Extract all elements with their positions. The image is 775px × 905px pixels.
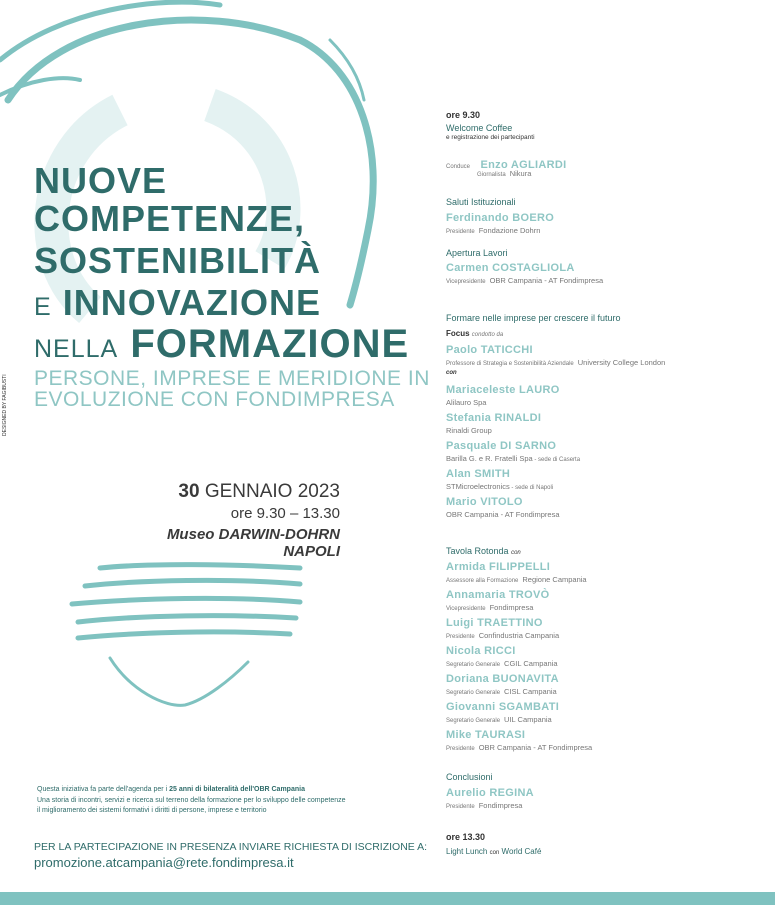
round-table-role xyxy=(446,743,592,752)
apertura-role xyxy=(446,276,603,285)
panel-name: Pasquale DI SARNO xyxy=(446,440,557,452)
saluti-name: Ferdinando BOERO xyxy=(446,212,555,224)
round-table-role-label: Vicepresidente xyxy=(446,606,486,612)
tavola-label: Tavola Rotonda xyxy=(446,546,509,556)
title-line-5-prefix: NELLA xyxy=(34,335,119,363)
subtitle-line-2: EVOLUZIONE CON FONDIMPRESA xyxy=(34,388,395,411)
footer-note-3: il miglioramento dei sistemi formativi i diritti di persone, imprese e territorio xyxy=(37,807,267,814)
footer-note-1-text: Questa iniziativa fa parte dell'agenda per i xyxy=(37,786,170,793)
event-date xyxy=(178,481,340,503)
round-table-name: Luigi TRAETTINO xyxy=(446,617,543,629)
lunch-cafe: World Café xyxy=(501,847,542,856)
formare-heading: Formare nelle imprese per crescere il futuro xyxy=(446,313,621,323)
host-role xyxy=(477,169,531,178)
panel-name: Mario VITOLO xyxy=(446,496,523,508)
title-line-4-prefix: E xyxy=(34,293,52,321)
round-table-org: Confindustria Campania xyxy=(478,631,560,640)
panel-org-extra: - sede di Caserta xyxy=(532,457,581,463)
apertura-heading: Apertura Lavori xyxy=(446,248,508,258)
title-line-5 xyxy=(34,322,409,367)
apertura-role-label: Vicepresidente xyxy=(446,279,486,285)
panel-org xyxy=(446,454,580,463)
conduce-label: Conduce xyxy=(446,164,471,170)
panel-org-text: Rinaldi Group xyxy=(446,426,492,435)
focus-org: University College London xyxy=(577,358,666,367)
round-table-role xyxy=(446,575,587,584)
venue-name: Museo DARWIN-DOHRN xyxy=(166,526,340,543)
round-table-role-label: Presidente xyxy=(446,746,475,752)
lunch-label: Light Lunch xyxy=(446,847,488,856)
round-table-role-label: Presidente xyxy=(446,634,475,640)
host-org: Nikura xyxy=(509,169,532,178)
start-time xyxy=(446,110,480,120)
lunch-line xyxy=(446,847,541,856)
panel-org-text: OBR Campania - AT Fondimpresa xyxy=(446,510,560,519)
panel-org xyxy=(446,510,560,519)
registration-email-link[interactable]: promozione.atcampania@rete.fondimpresa.it xyxy=(34,855,294,870)
title-line-4-main: INNOVAZIONE xyxy=(62,282,322,323)
round-table-role xyxy=(446,631,559,640)
title-line-1: NUOVE xyxy=(34,160,168,201)
round-table-name: Annamaria TROVÒ xyxy=(446,589,550,601)
conclusioni-org: Fondimpresa xyxy=(478,801,523,810)
focus-role xyxy=(446,358,665,367)
focus-name: Paolo TATICCHI xyxy=(446,344,533,356)
panel-name: Alan SMITH xyxy=(446,468,511,480)
round-table-name: Mike TAURASI xyxy=(446,729,526,741)
conclusioni-heading: Conclusioni xyxy=(446,772,493,782)
round-table-role xyxy=(446,659,558,668)
apertura-name: Carmen COSTAGLIOLA xyxy=(446,262,575,274)
conclusioni-role xyxy=(446,801,522,810)
apertura-org: OBR Campania - AT Fondimpresa xyxy=(489,276,604,285)
panel-org-text: STMicroelectronics xyxy=(446,482,510,491)
saluti-heading: Saluti Istituzionali xyxy=(446,197,516,207)
end-time-text: ore 13.30 xyxy=(446,832,486,842)
host-name: Enzo AGLIARDI xyxy=(480,159,567,171)
title-line-5-main: FORMAZIONE xyxy=(130,322,410,366)
focus-label: Focus xyxy=(446,329,470,338)
round-table-name: Nicola RICCI xyxy=(446,645,516,657)
footer-note-1 xyxy=(37,786,305,793)
venue-city: NAPOLI xyxy=(283,543,340,560)
panel-name: Stefania RINALDI xyxy=(446,412,542,424)
con-label: con xyxy=(446,370,457,376)
tavola-heading xyxy=(446,546,521,556)
registration-cta: PER LA PARTECIPAZIONE IN PRESENZA INVIARE RICHIESTA DI ISCRIZIONE A: xyxy=(34,841,428,853)
round-table-name: Armida FILIPPELLI xyxy=(446,561,551,573)
saluti-org: Fondazione Dohrn xyxy=(478,226,541,235)
round-table-org: CGIL Campania xyxy=(504,659,558,668)
host-role-label: Giornalista xyxy=(477,172,506,178)
footer-note-2: Una storia di incontri, servizi e ricerca sul terreno della formazione per lo sviluppo delle competenze xyxy=(37,797,346,804)
round-table-name: Doriana BUONAVITA xyxy=(446,673,559,685)
panel-org-text: Barilla G. e R. Fratelli Spa xyxy=(446,454,533,463)
event-day: 30 xyxy=(178,481,200,502)
round-table-org: Fondimpresa xyxy=(489,603,534,612)
event-month: GENNAIO xyxy=(204,481,293,502)
subtitle-line-1: PERSONE, IMPRESE E MERIDIONE IN xyxy=(34,367,430,390)
end-time xyxy=(446,832,485,842)
panel-org xyxy=(446,398,486,407)
focus-role-label: Professore di Strategia e Sostenibilità Aziendale xyxy=(446,361,574,367)
panel-org-extra: - sede di Napoli xyxy=(509,485,554,491)
round-table-role-label: Segretario Generale xyxy=(446,718,501,724)
round-table-role xyxy=(446,715,552,724)
round-table-org: UIL Campania xyxy=(504,715,552,724)
lunch-con: con xyxy=(489,850,500,856)
saluti-role-label: Presidente xyxy=(446,229,475,235)
round-table-role xyxy=(446,687,557,696)
focus-cond: condotto da xyxy=(471,332,504,338)
panel-name: Mariaceleste LAURO xyxy=(446,384,560,396)
panel-org xyxy=(446,426,492,435)
registration-note: e registrazione dei partecipanti xyxy=(446,134,535,141)
welcome-coffee: Welcome Coffee xyxy=(446,123,513,133)
title-line-2: COMPETENZE, xyxy=(34,198,306,239)
round-table-role xyxy=(446,603,533,612)
panel-org-text: Alilauro Spa xyxy=(446,398,487,407)
event-venue xyxy=(167,526,340,560)
designer-credit: DESIGNED BY FAGIBUSTI xyxy=(2,374,8,436)
event-year: 2023 xyxy=(297,481,340,502)
round-table-org: CISL Campania xyxy=(504,687,557,696)
title-line-4 xyxy=(34,282,321,324)
conclusioni-role-label: Presidente xyxy=(446,804,475,810)
conclusioni-name: Aurelio REGINA xyxy=(446,787,534,799)
round-table-role-label: Segretario Generale xyxy=(446,662,501,668)
event-time: ore 9.30 – 13.30 xyxy=(230,505,340,522)
footer-note-1-highlight: 25 anni di bilateralità dell'OBR Campania xyxy=(169,786,305,793)
panel-org xyxy=(446,482,553,491)
round-table-org: Regione Campania xyxy=(522,575,587,584)
title-line-3: SOSTENIBILITÀ xyxy=(34,240,322,281)
round-table-name: Giovanni SGAMBATI xyxy=(446,701,560,713)
saluti-role xyxy=(446,226,540,235)
start-time-text: ore 9.30 xyxy=(446,110,481,120)
round-table-role-label: Assessore alla Formazione xyxy=(446,578,519,584)
round-table-role-label: Segretario Generale xyxy=(446,690,501,696)
focus-line xyxy=(446,329,503,338)
tavola-con: con xyxy=(511,550,521,556)
round-table-org: OBR Campania - AT Fondimpresa xyxy=(478,743,593,752)
bottom-bar xyxy=(0,892,775,905)
